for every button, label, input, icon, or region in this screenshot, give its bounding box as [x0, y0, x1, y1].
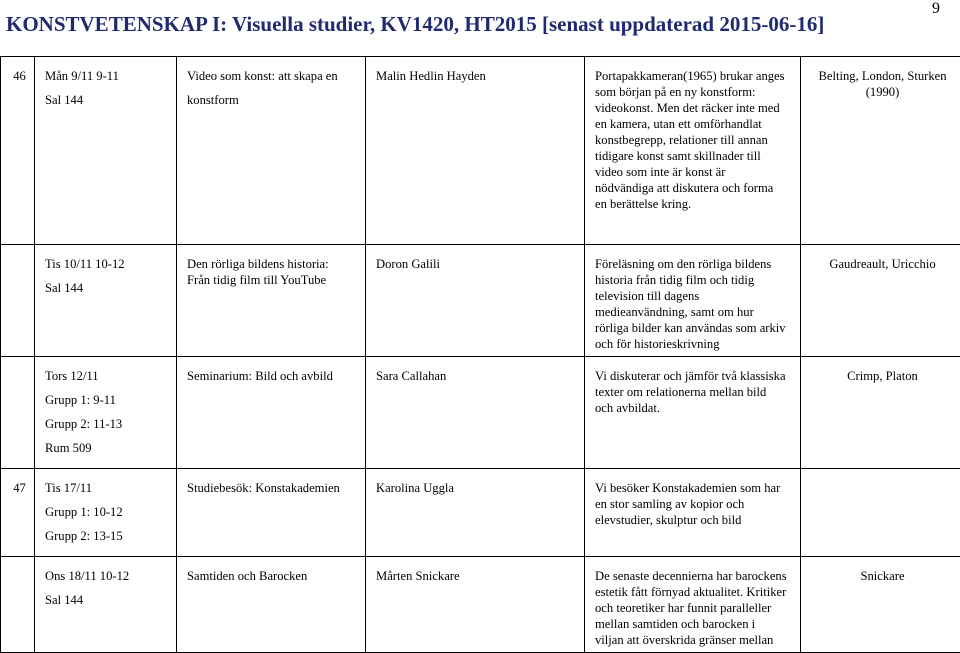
room-line: Sal 144 — [45, 592, 170, 608]
table-row — [1, 245, 960, 357]
literature-cell — [801, 469, 960, 557]
description-cell — [585, 469, 801, 557]
date-cell — [35, 357, 177, 469]
description-line: Föreläsning om den rörliga bildens — [595, 256, 794, 272]
description-line: Vi diskuterar och jämför två klassiska — [595, 368, 794, 384]
title-cell — [177, 469, 366, 557]
date-cell — [35, 245, 177, 357]
lecturer-name: Karolina Uggla — [376, 481, 454, 495]
title-line: Studiebesök: Konstakademien — [187, 480, 359, 496]
description-line: och avbildat. — [595, 400, 794, 416]
literature-line: Snickare — [811, 568, 954, 584]
description-line: estetik fått förnyad aktualitet. Kritiker — [595, 584, 794, 600]
title-cell — [177, 245, 366, 357]
lecturer-cell — [366, 357, 585, 469]
date-line: Ons 18/11 10-12 — [45, 568, 170, 584]
week-cell — [1, 557, 35, 653]
lecturer-name: Mårten Snickare — [376, 569, 460, 583]
title-line: Från tidig film till YouTube — [187, 272, 359, 288]
table-row — [1, 357, 960, 469]
description-line: mellan samtiden och barocken i — [595, 616, 794, 632]
group-line: Grupp 2: 13-15 — [45, 528, 170, 544]
title-line: konstform — [187, 92, 359, 108]
lecturer-cell — [366, 557, 585, 653]
title-line: Den rörliga bildens historia: — [187, 256, 359, 272]
page-header: KONSTVETENSKAP I: Visuella studier, KV1420, HT2015 [senast uppdaterad 2015-06-16] — [6, 12, 824, 37]
group-line: Grupp 1: 10-12 — [45, 504, 170, 520]
title-cell — [177, 57, 366, 245]
literature-line: (1990) — [811, 84, 954, 100]
description-line: som början på en ny konstform: — [595, 84, 794, 100]
lecturer-name: Sara Callahan — [376, 369, 446, 383]
lecturer-name: Malin Hedlin Hayden — [376, 69, 486, 83]
week-number: 46 — [13, 69, 26, 83]
title-line: Samtiden och Barocken — [187, 568, 359, 584]
literature-cell — [801, 357, 960, 469]
lecturer-cell — [366, 469, 585, 557]
week-cell — [1, 357, 35, 469]
date-cell — [35, 57, 177, 245]
description-line: elevstudier, skulptur och bild — [595, 512, 794, 528]
table-row — [1, 57, 960, 245]
description-line: texter om relationerna mellan bild — [595, 384, 794, 400]
lecturer-cell — [366, 245, 585, 357]
literature-cell — [801, 245, 960, 357]
description-line: en kamera, utan ett omförhandlat — [595, 116, 794, 132]
description-line: television till dagens — [595, 288, 794, 304]
date-cell — [35, 557, 177, 653]
description-line: videokonst. Men det räcker inte med — [595, 100, 794, 116]
description-line: viljan att överskrida gränser mellan — [595, 632, 794, 648]
description-line: konstbegrepp, relationer till annan — [595, 132, 794, 148]
description-line: Vi besöker Konstakademien som har — [595, 480, 794, 496]
date-line: Tis 17/11 — [45, 480, 170, 496]
literature-line: Crimp, Platon — [811, 368, 954, 384]
literature-cell — [801, 557, 960, 653]
group-line: Grupp 2: 11-13 — [45, 416, 170, 432]
description-line: en stor samling av kopior och — [595, 496, 794, 512]
date-line: Mån 9/11 9-11 — [45, 68, 170, 84]
description-cell — [585, 557, 801, 653]
title-cell — [177, 557, 366, 653]
lecturer-name: Doron Galili — [376, 257, 440, 271]
description-line: De senaste decennierna har barockens — [595, 568, 794, 584]
page-number: 9 — [932, 0, 940, 18]
date-line: Tis 10/11 10-12 — [45, 256, 170, 272]
date-cell — [35, 469, 177, 557]
description-line: rörliga bilder kan användas som arkiv — [595, 320, 794, 336]
schedule-table — [0, 56, 960, 653]
week-cell — [1, 245, 35, 357]
title-cell — [177, 357, 366, 469]
room-line: Sal 144 — [45, 280, 170, 296]
description-line: video som inte är konst är — [595, 164, 794, 180]
description-cell — [585, 357, 801, 469]
literature-line: Belting, London, Sturken — [811, 68, 954, 84]
table-row — [1, 557, 960, 653]
lecturer-cell — [366, 57, 585, 245]
literature-cell — [801, 57, 960, 245]
description-line: och för historieskrivning — [595, 336, 794, 352]
week-cell — [1, 469, 35, 557]
description-line: nödvändiga att diskutera och forma — [595, 180, 794, 196]
title-line: Seminarium: Bild och avbild — [187, 368, 359, 384]
description-cell — [585, 245, 801, 357]
description-line: en berättelse kring. — [595, 196, 794, 212]
description-line: och teoretiker har funnit paralleller — [595, 600, 794, 616]
description-line: Portapakkameran(1965) brukar anges — [595, 68, 794, 84]
literature-line: Gaudreault, Uricchio — [811, 256, 954, 272]
group-line: Grupp 1: 9-11 — [45, 392, 170, 408]
description-line: medieanvändning, samt om hur — [595, 304, 794, 320]
table-row — [1, 469, 960, 557]
week-cell — [1, 57, 35, 245]
room-line: Rum 509 — [45, 440, 170, 456]
room-line: Sal 144 — [45, 92, 170, 108]
title-line: Video som konst: att skapa en — [187, 68, 359, 84]
date-line: Tors 12/11 — [45, 368, 170, 384]
week-number: 47 — [13, 481, 26, 495]
description-line: historia från tidig film och tidig — [595, 272, 794, 288]
description-line: tidigare konst samt skillnader till — [595, 148, 794, 164]
description-cell — [585, 57, 801, 245]
